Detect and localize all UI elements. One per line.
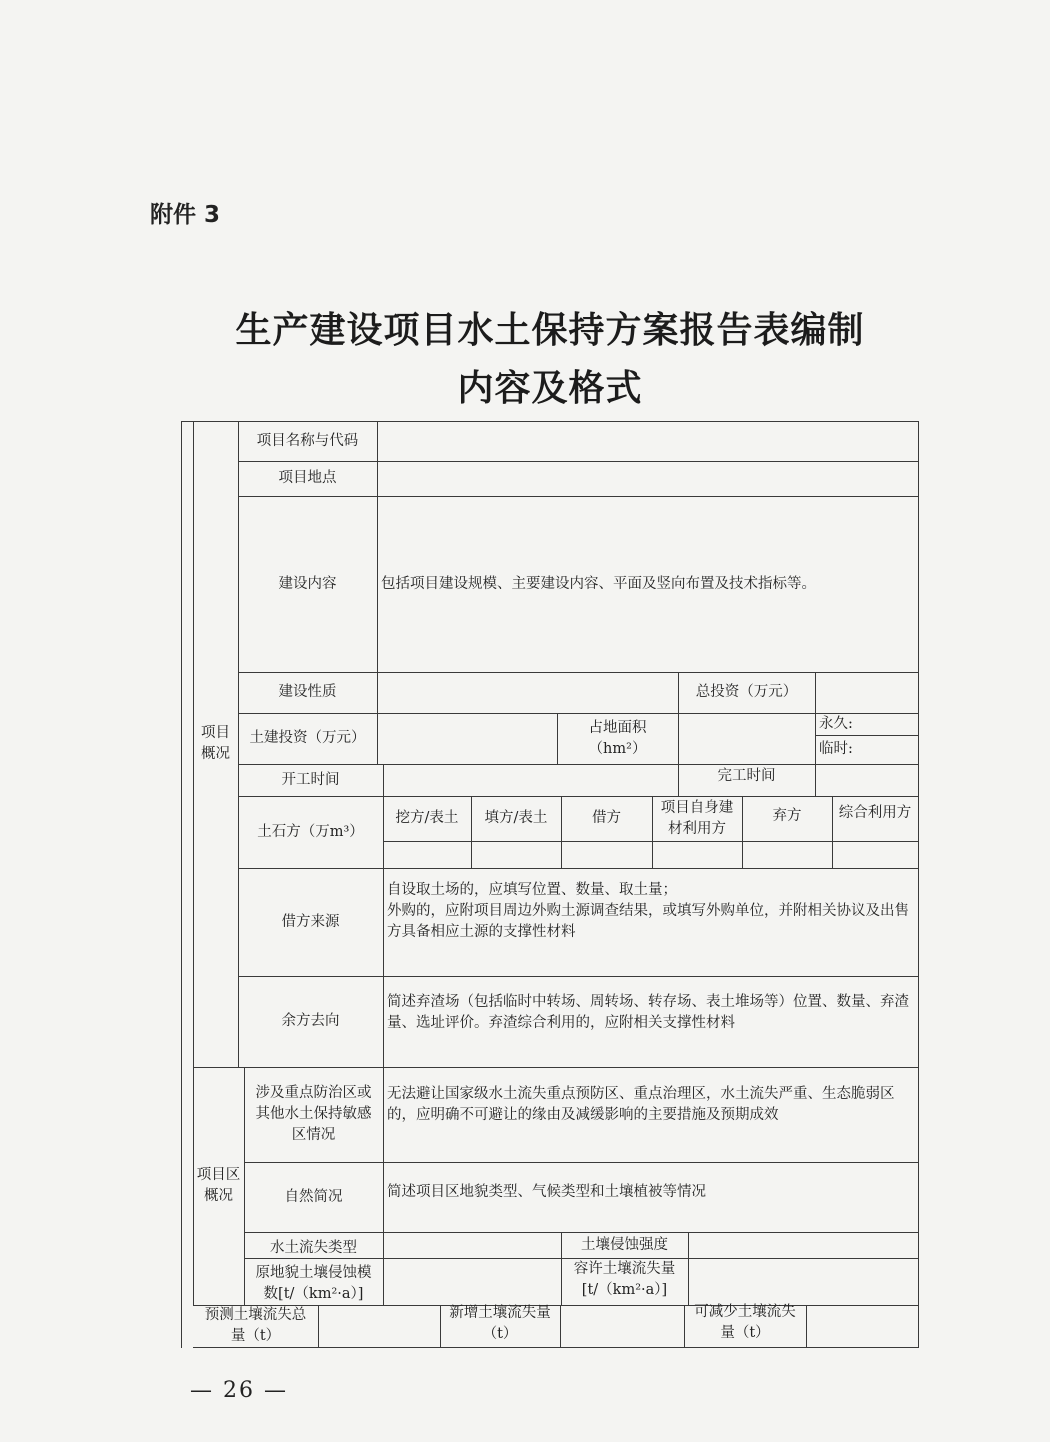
label-earthwork: 土石方（万m³） <box>257 823 364 840</box>
doc-title-line2: 内容及格式 <box>457 368 643 409</box>
table-grid <box>688 1232 689 1305</box>
label-erosion-intensity: 土壤侵蚀强度 <box>581 1236 668 1253</box>
table-border <box>181 421 182 1348</box>
label-civil-invest: 土建投资（万元） <box>249 730 366 746</box>
label-orig-modulus: 原地貌土壤侵蚀模 数[t/（km²·a）] <box>255 1264 372 1302</box>
label-content: 建设内容 <box>278 575 337 592</box>
section-project-overview: 项目 概况 <box>201 725 230 762</box>
label-total-invest: 总投资（万元） <box>695 684 798 700</box>
earth-col-reuse: 综合利用方 <box>838 805 912 821</box>
label-permanent: 永久: <box>819 715 853 732</box>
text-natural: 简述项目区地貌类型、气候类型和土壤植被等情况 <box>387 1184 706 1200</box>
label-surplus-dest: 余方去向 <box>281 1013 340 1029</box>
earth-col-self-use: 项目自身建 材利用方 <box>660 799 734 837</box>
table-grid <box>318 1305 319 1347</box>
label-temporary: 临时: <box>819 741 853 757</box>
label-name-code: 项目名称与代码 <box>256 432 359 449</box>
label-erosion-type: 水土流失类型 <box>270 1239 357 1256</box>
table-grid <box>806 1305 807 1347</box>
text-key-zone: 无法避让国家级水土流失重点预防区、重点治理区，水土流失严重、生态脆弱区的，应明确不可避让的缘由及减缓影响的主要措施及预期成效 <box>387 1086 895 1123</box>
annex-label: 附件 3 <box>150 202 221 228</box>
earth-col-waste: 弃方 <box>772 807 802 824</box>
table-border <box>918 421 919 1348</box>
text-surplus-dest: 简述弃渣场（包括临时中转场、周转场、转存场、表土堆场等）位置、数量、弃渣量、选址评价。弃渣综合利用的，应附相关支撑性材料 <box>387 994 909 1031</box>
label-natural: 自然简况 <box>284 1188 343 1205</box>
table-grid <box>383 841 919 842</box>
label-nature: 建设性质 <box>278 684 337 700</box>
label-location: 项目地点 <box>278 470 337 486</box>
earth-col-borrow: 借方 <box>592 810 621 826</box>
doc-title-line1: 生产建设项目水土保持方案报告表编制 <box>235 310 865 351</box>
text-content: 包括项目建设规模、主要建设内容、平面及竖向布置及技术指标等。 <box>381 575 816 592</box>
label-borrow-source: 借方来源 <box>281 913 340 930</box>
label-land-area: 占地面积 （hm²） <box>588 719 647 757</box>
section-area-overview: 项目区 概况 <box>196 1167 241 1204</box>
text-borrow-source: 自设取土场的，应填写位置、数量、取土量； 外购的，应附项目周边外购土源调查结果，或填写外购单位，并附相关协议及出售方具备相应土源的支撑性材料 <box>387 882 909 940</box>
earth-col-fill: 填方/表土 <box>484 810 548 826</box>
label-allow-loss: 容许土壤流失量 [t/（km²·a）] <box>573 1261 676 1298</box>
label-pred-total: 预测土壤流失总 量（t） <box>204 1307 307 1344</box>
label-reducible: 可减少土壤流失 量（t） <box>694 1304 796 1341</box>
table-grid <box>560 1305 561 1347</box>
earth-col-excavation: 挖方/表土 <box>395 810 459 826</box>
page-number: — 26 — <box>190 1378 288 1403</box>
label-start-time: 开工时间 <box>281 771 340 788</box>
label-new-loss: 新增土壤流失量 （t） <box>449 1305 551 1342</box>
label-end-time: 完工时间 <box>717 767 776 784</box>
label-key-zone: 涉及重点防治区或 其他水土保持敏感 区情况 <box>255 1085 372 1143</box>
table-border <box>193 1347 919 1348</box>
